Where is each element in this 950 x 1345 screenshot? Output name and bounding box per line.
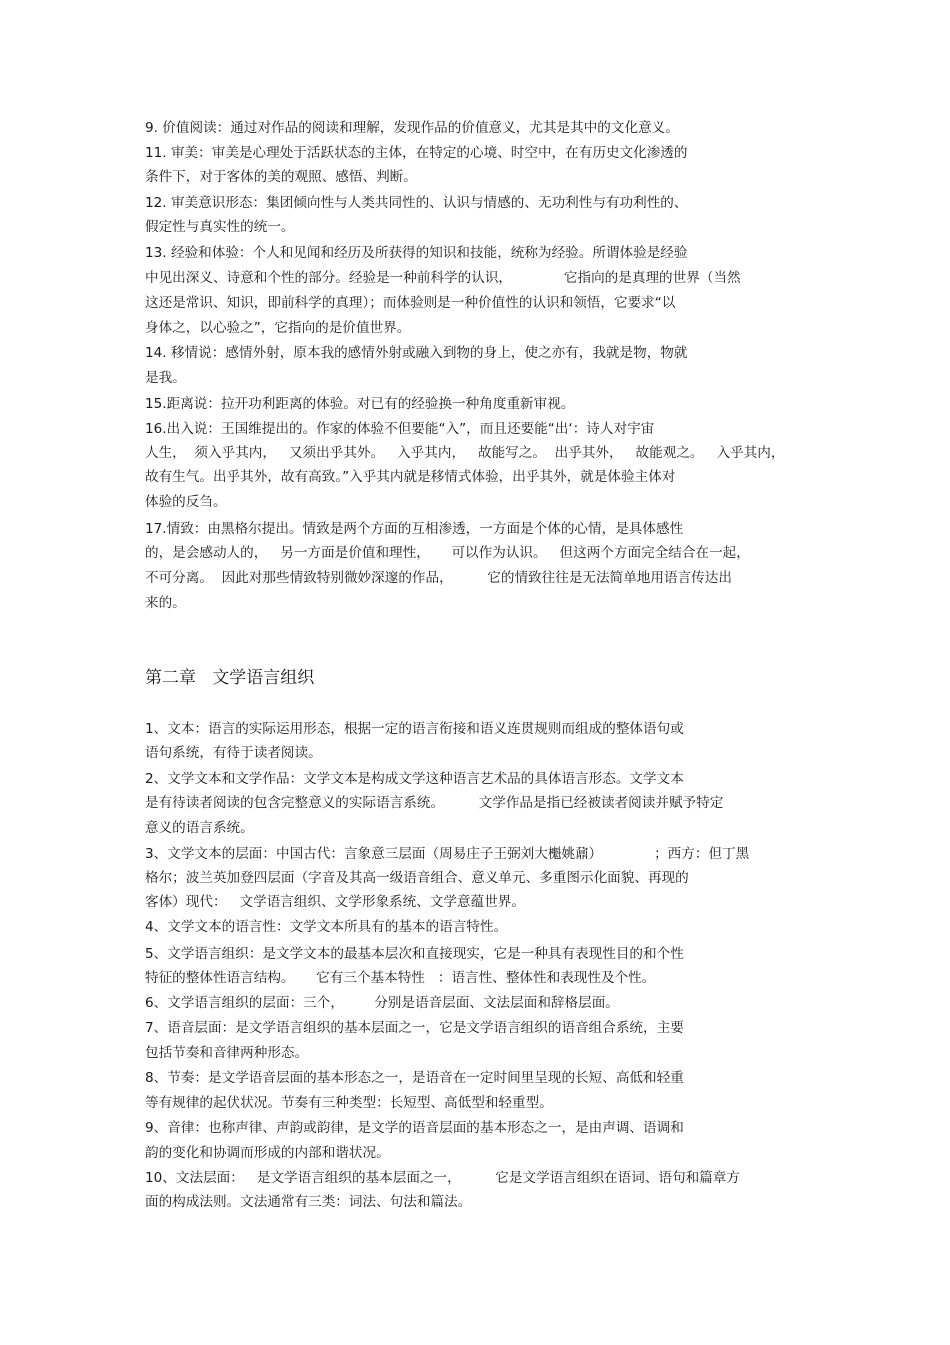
paragraph-line: 8、节奏：是文学语音层面的基本形态之一，是语音在一定时间里呈现的长短、高低和轻重 <box>145 1070 684 1086</box>
paragraph-line: 13. 经验和体验：个人和见闻和经历及所获得的知识和技能，统称为经验。所谓体验是经验 <box>145 245 688 261</box>
paragraph-line: 意义的语言系统。 <box>145 820 254 836</box>
paragraph-line: 韵的变化和协调而形成的内部和谐状况。 <box>145 1145 390 1161</box>
paragraph-line: 条件下，对于客体的美的观照、感悟、判断。 <box>145 169 417 185</box>
paragraph-line: 7、语音层面：是文学语言组织的基本层面之一，它是文学语言组织的语音组合系统，主要 <box>145 1020 684 1036</box>
paragraph-line: 11. 审美：审美是心理处于活跃状态的主体，在特定的心境、时空中，在有历史文化渗透的 <box>145 145 688 161</box>
paragraph-line: 面的构成法则。文法通常有三类：词法、句法和篇法。 <box>145 1194 472 1210</box>
paragraph-line: 4、文学文本的语言性：文学文本所具有的基本的语言特性。 <box>145 919 508 935</box>
paragraph-line: 格尔；波兰英加登四层面（字音及其高一级语音组合、意义单元、多重图示化面貌、再现的 <box>145 870 689 886</box>
paragraph-line: 特征的整体性语言结构。 它有三个基本特性 ：语言性、整体性和表现性及个性。 <box>145 970 656 986</box>
paragraph-line: 客体）现代： 文学语言组织、文学形象系统、文学意蕴世界。 <box>145 894 525 910</box>
paragraph-line: 的，是会感动人的， 另一方面是价值和理性， 可以作为认识。 但这两个方面完全结合在一起， <box>145 545 750 561</box>
paragraph-line: 故有生气。出乎其外，故有高致。”入乎其内就是移情式体验，出乎其外，就是体验主体对 <box>145 469 676 485</box>
paragraph-line: 语句系统，有待于读者阅读。 <box>145 745 322 761</box>
paragraph-line: 9、音律：也称声律、声韵或韵律，是文学的语音层面的基本形态之一，是由声调、语调和 <box>145 1120 684 1136</box>
paragraph-line: 体验的反刍。 <box>145 494 227 510</box>
paragraph-line: 身体之，以心验之”，它指向的是价值世界。 <box>145 320 411 336</box>
chapter-heading: 第二章 文学语言组织 <box>145 668 315 688</box>
paragraph-line: 17.情致：由黑格尔提出。情致是两个方面的互相渗透，一方面是个体的心情，是具体感性 <box>145 521 684 537</box>
paragraph-line: 1、文本：语言的实际运用形态，根据一定的语言衔接和语义连贯规则而组成的整体语句或 <box>145 721 684 737</box>
paragraph-line: 来的。 <box>145 595 186 611</box>
paragraph-line: 14. 移情说：感情外射，原本我的感情外射或融入到物的身上，使之亦有，我就是物，物就 <box>145 345 688 361</box>
paragraph-line: 16.出入说：王国维提出的。作家的体验不但要能“入”，而且还要能“出‘：诗人对宇宙 <box>145 421 655 437</box>
paragraph-line: 是我。 <box>145 370 186 386</box>
paragraph-line: 这还是常识、知识，即前科学的真理）；而体验则是一种价值性的认识和领悟，它要求“以 <box>145 295 676 311</box>
paragraph-line: 包括节奏和音律两种形态。 <box>145 1045 309 1061</box>
paragraph-line: 是有待读者阅读的包含完整意义的实际语言系统。 文学作品是指已经被读者阅读并赋予特定 <box>145 795 724 811</box>
paragraph-line: 12. 审美意识形态：集团倾向性与人类共同性的、认识与情感的、无功利性与有功利性的、 <box>145 195 688 211</box>
paragraph-line: 不可分离。 因此对那些情致特别微妙深邃的作品， 它的情致往往是无法简单地用语言传达出 <box>145 570 732 586</box>
paragraph-line: 15.距离说：拉开功利距离的体验。对已有的经验换一种角度重新审视。 <box>145 396 575 412</box>
paragraph-line: 5、文学语言组织：是文学文本的最基本层次和直接现实，它是一种具有表现性目的和个性 <box>145 946 684 962</box>
paragraph-line: 等有规律的起伏状况。节奏有三种类型：长短型、高低型和轻重型。 <box>145 1095 553 1111</box>
paragraph-line: 10、文法层面： 是文学语言组织的基本层面之一， 它是文学语言组织在语词、语句和篇章方 <box>145 1170 740 1186</box>
paragraph-line: 2、文学文本和文学作品：文学文本是构成文学这种语言艺术品的具体语言形态。文学文本 <box>145 771 684 787</box>
paragraph-line: 9. 价值阅读：通过对作品的阅读和理解，发现作品的价值意义，尤其是其中的文化意义。 <box>145 120 679 136</box>
paragraph-line: 3、文学文本的层面：中国古代：言象意三层面（周易庄子王弼刘大櫆姚鼐） ；西方：但丁黑 <box>145 846 750 862</box>
paragraph-line: 中见出深义、诗意和个性的部分。经验是一种前科学的认识， 它指向的是真理的世界（当然 <box>145 270 741 286</box>
paragraph-line: 假定性与真实性的统一。 <box>145 219 295 235</box>
paragraph-line: 6、文学语言组织的层面：三个， 分别是语音层面、文法层面和辞格层面。 <box>145 995 619 1011</box>
paragraph-line: 人生， 须入乎其内， 又须出乎其外。 入乎其内， 故能写之。 出乎其外， 故能观之。 入乎其内， <box>145 445 785 461</box>
